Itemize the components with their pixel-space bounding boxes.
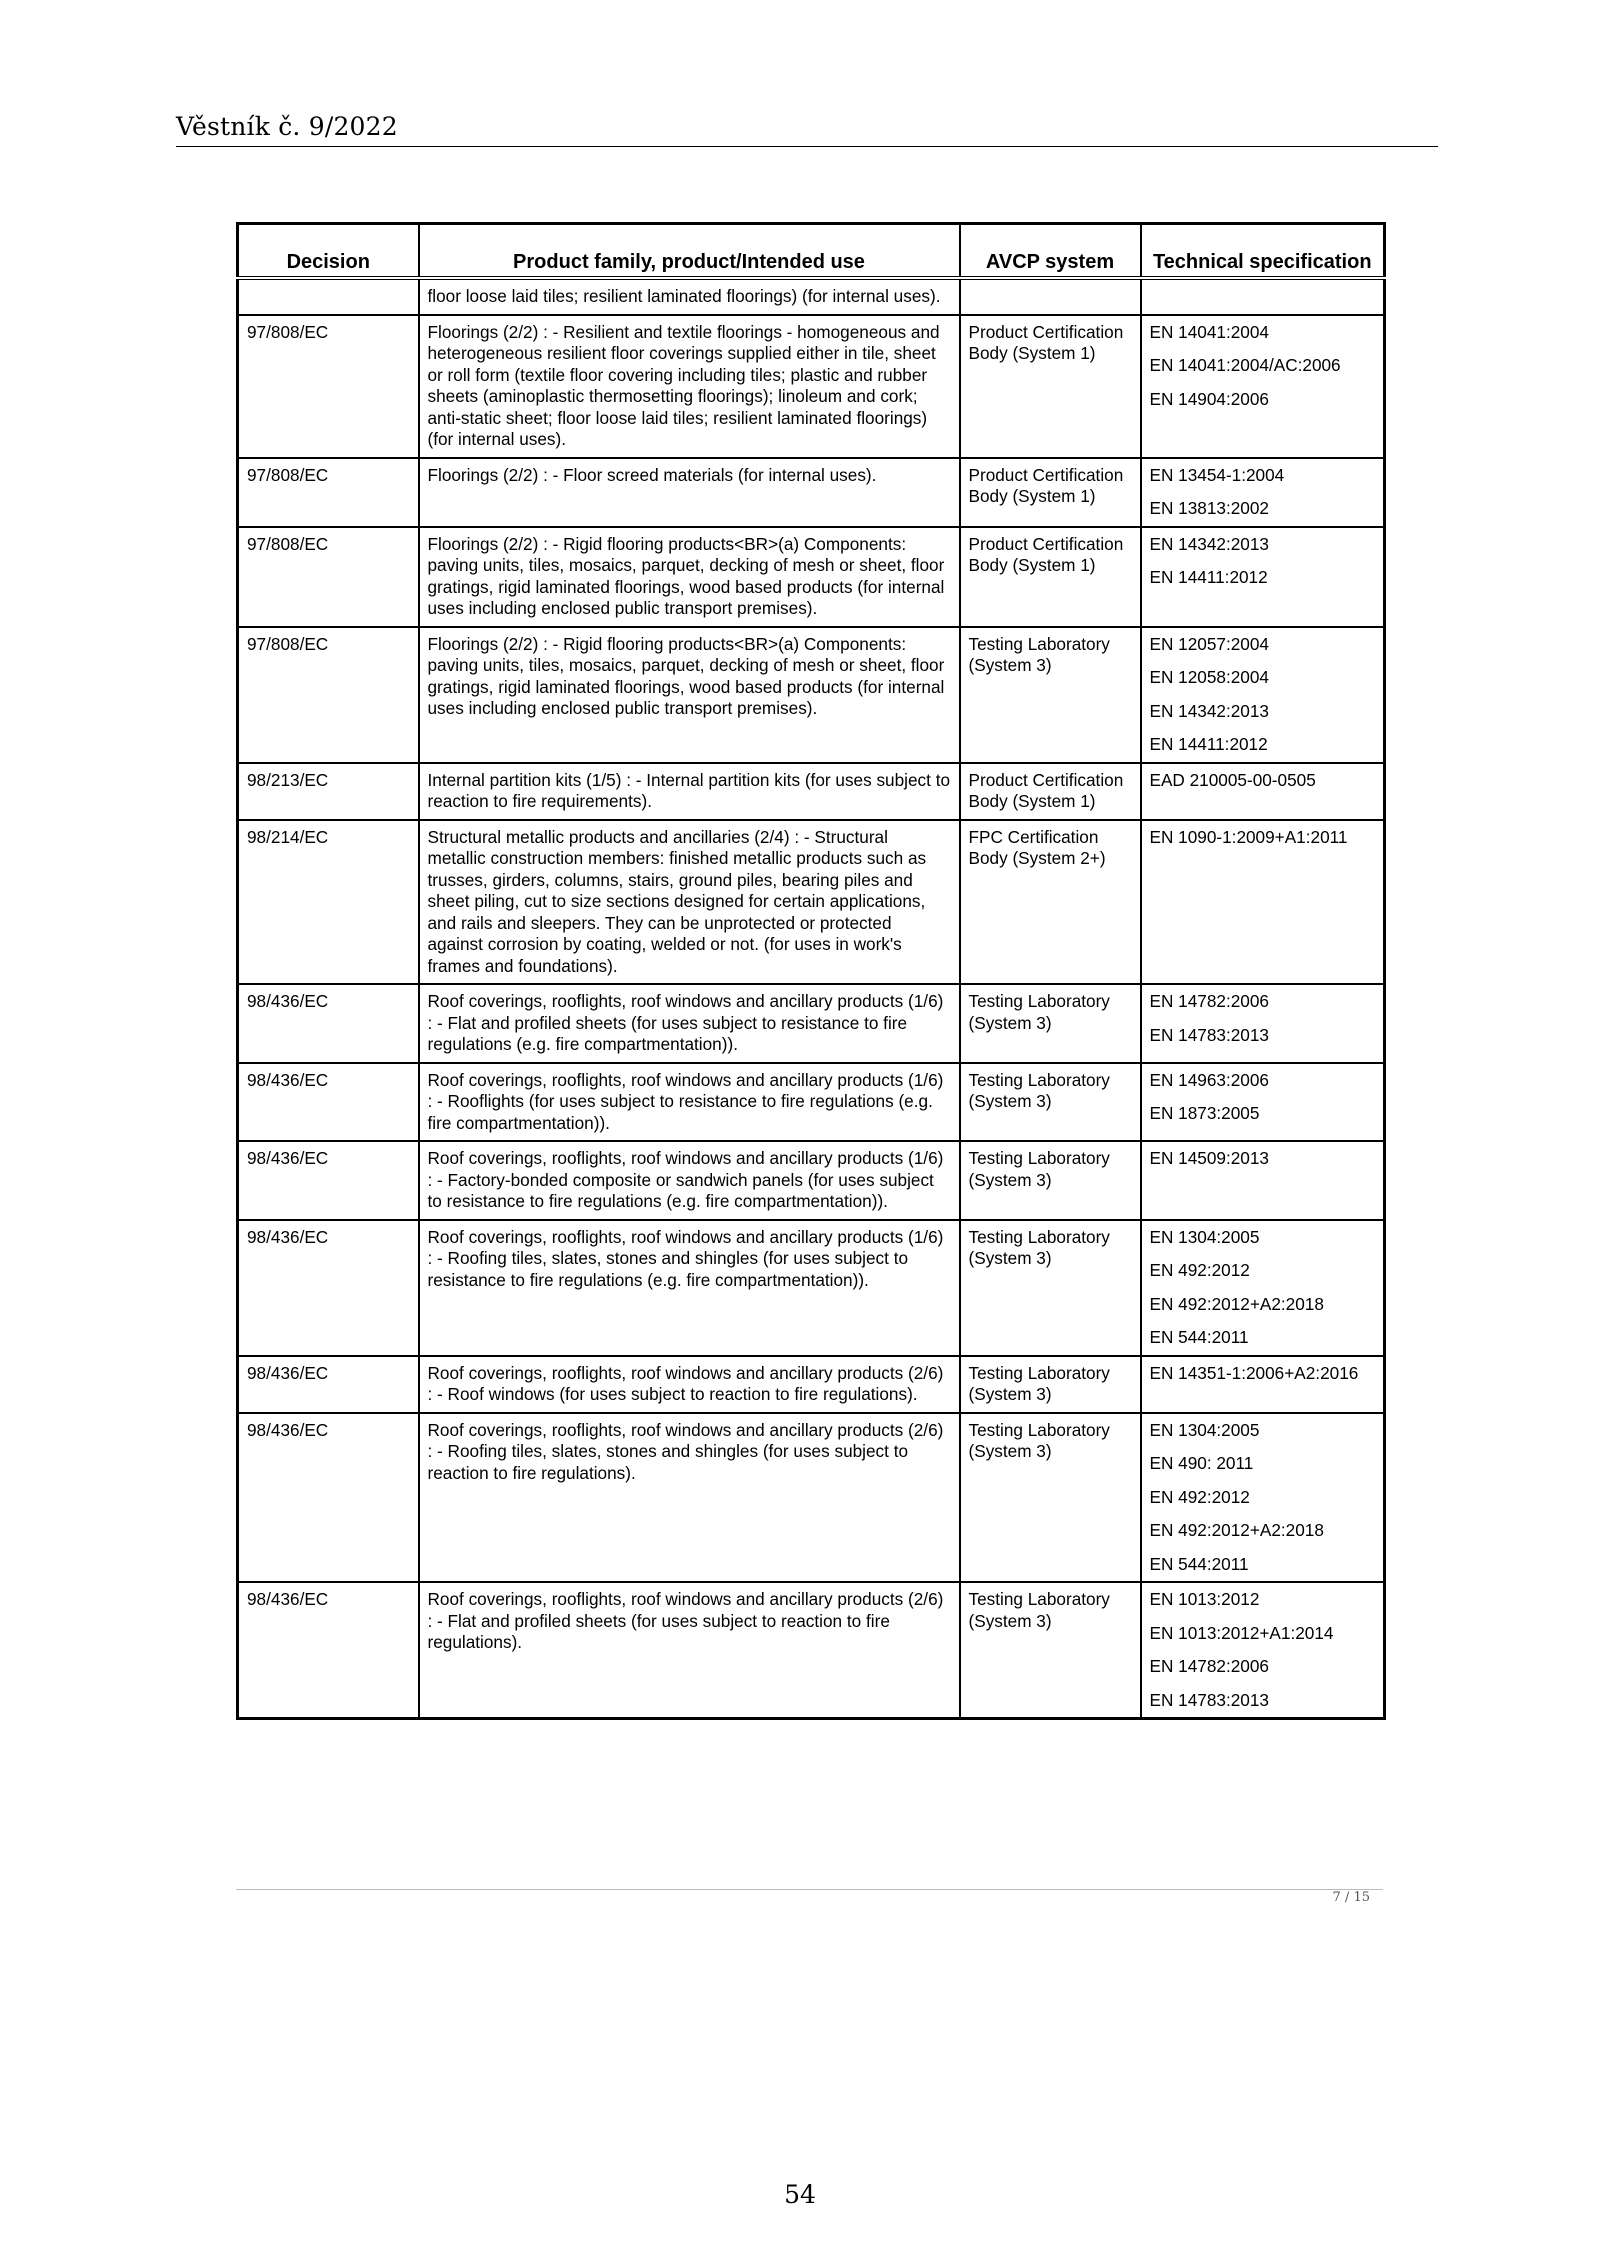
table-row <box>238 984 1385 1063</box>
avcp-cell <box>960 278 1141 315</box>
column-header-avcp: AVCP system <box>960 224 1141 279</box>
spec-item: EN 492:2012 <box>1149 1260 1250 1280</box>
table-body <box>238 278 1385 1719</box>
spec-item: EN 14963:2006 <box>1149 1069 1269 1090</box>
table-row <box>238 1582 1385 1719</box>
spec-item: EN 14342:2013 <box>1149 533 1269 554</box>
column-header-product: Product family, product/Intended use <box>419 224 960 279</box>
product-cell: Roof coverings, rooflights, roof windows and ancillary products (1/6) : - Roofing tiles, slates, stones and shingles (for uses subject to resistance to fire regulations (e.g. fire compartmentation)). <box>419 1220 960 1356</box>
decision-cell: 98/436/EC <box>238 1220 419 1356</box>
spec-item: EN 14411:2012 <box>1149 567 1268 587</box>
product-cell: Structural metallic products and ancillaries (2/4) : - Structural metallic construction members: finished metallic products such as trusses, girders, columns, stairs, ground piles, bearing piles and sheet piling, cut to size sections designed for certain applications, and rails and sleepers. They can be unprotected or protected against corrosion by coating, welded or not. (for uses in work's frames and foundations). <box>419 820 960 985</box>
avcp-cell: Testing Laboratory (System 3) <box>960 1141 1141 1220</box>
product-cell: Roof coverings, rooflights, roof windows and ancillary products (1/6) : - Rooflights (for uses subject to resistance to fire regulations (e.g. fire compartmentation)). <box>419 1063 960 1142</box>
decision-cell: 98/213/EC <box>238 763 419 820</box>
decision-cell: 97/808/EC <box>238 527 419 627</box>
spec-item: EN 13813:2002 <box>1149 498 1269 518</box>
avcp-cell: Testing Laboratory (System 3) <box>960 1582 1141 1719</box>
spec-item: EN 14782:2006 <box>1149 991 1269 1011</box>
spec-item: EN 14904:2006 <box>1149 388 1269 409</box>
technical-spec-cell <box>1141 315 1385 458</box>
spec-item: EN 14783:2013 <box>1149 1024 1269 1045</box>
decision-cell: 98/436/EC <box>238 1356 419 1413</box>
technical-spec-cell <box>1141 1220 1385 1356</box>
technical-spec-cell <box>1141 1063 1385 1142</box>
table-header-row <box>238 224 1385 279</box>
publication-title: Věstník č. 9/2022 <box>176 112 398 141</box>
spec-item: EN 1873:2005 <box>1149 1103 1260 1123</box>
technical-spec-cell <box>1141 763 1385 820</box>
spec-item: EN 12057:2004 <box>1149 633 1269 654</box>
avcp-cell: Product Certification Body (System 1) <box>960 458 1141 527</box>
product-cell: Floorings (2/2) : - Rigid flooring products<BR>(a) Components: paving units, tiles, mosaics, parquet, decking of mesh or sheet, floor gratings, rigid laminated floorings, wood based products (for internal uses including enclosed public transport premises). <box>419 627 960 763</box>
spec-item: EN 13454-1:2004 <box>1149 464 1285 485</box>
spec-item: EN 1013:2012 <box>1149 1589 1260 1609</box>
column-header-technical-spec: Technical specification <box>1141 224 1385 279</box>
table-row <box>238 458 1385 527</box>
spec-item: EAD 210005-00-0505 <box>1149 769 1316 790</box>
spec-item: EN 14041:2004/AC:2006 <box>1149 355 1341 375</box>
decision-cell: 98/436/EC <box>238 1063 419 1142</box>
spec-item: EN 14783:2013 <box>1149 1689 1269 1710</box>
avcp-cell: Testing Laboratory (System 3) <box>960 1356 1141 1413</box>
table-row <box>238 1413 1385 1583</box>
spec-item: EN 12058:2004 <box>1149 667 1269 687</box>
avcp-cell: Testing Laboratory (System 3) <box>960 984 1141 1063</box>
avcp-cell: FPC Certification Body (System 2+) <box>960 820 1141 985</box>
technical-spec-cell <box>1141 458 1385 527</box>
product-cell: Roof coverings, rooflights, roof windows and ancillary products (2/6) : - Flat and profiled sheets (for uses subject to reaction to fire regulations). <box>419 1582 960 1719</box>
spec-item: EN 14509:2013 <box>1149 1148 1269 1168</box>
avcp-cell: Testing Laboratory (System 3) <box>960 1413 1141 1583</box>
technical-spec-cell <box>1141 820 1385 985</box>
technical-spec-cell <box>1141 627 1385 763</box>
product-cell: Roof coverings, rooflights, roof windows and ancillary products (2/6) : - Roofing tiles, slates, stones and shingles (for uses subject to reaction to fire regulations). <box>419 1413 960 1583</box>
table-row <box>238 278 1385 315</box>
spec-item: EN 14342:2013 <box>1149 700 1269 721</box>
product-cell: floor loose laid tiles; resilient laminated floorings) (for internal uses). <box>419 278 960 315</box>
table-row <box>238 820 1385 985</box>
avcp-cell: Product Certification Body (System 1) <box>960 763 1141 820</box>
spec-item: EN 14041:2004 <box>1149 321 1269 342</box>
spec-item: EN 1304:2005 <box>1149 1226 1260 1247</box>
decision-cell: 98/436/EC <box>238 1141 419 1220</box>
table-row <box>238 763 1385 820</box>
spec-item: EN 1304:2005 <box>1149 1419 1260 1440</box>
spec-item: EN 492:2012+A2:2018 <box>1149 1293 1324 1314</box>
decision-cell: 98/436/EC <box>238 1582 419 1719</box>
product-cell: Internal partition kits (1/5) : - Internal partition kits (for uses subject to reaction to fire requirements). <box>419 763 960 820</box>
decision-cell: 98/436/EC <box>238 1413 419 1583</box>
product-cell: Roof coverings, rooflights, roof windows and ancillary products (1/6) : - Factory-bonded composite or sandwich panels (for uses subject to resistance to fire regulations (e.g. fire compartmentation)). <box>419 1141 960 1220</box>
product-cell: Floorings (2/2) : - Rigid flooring products<BR>(a) Components: paving units, tiles, mosaics, parquet, decking of mesh or sheet, floor gratings, rigid laminated floorings, wood based products (for internal uses including enclosed public transport premises). <box>419 527 960 627</box>
product-cell: Floorings (2/2) : - Floor screed materials (for internal uses). <box>419 458 960 527</box>
table-row <box>238 1063 1385 1142</box>
technical-spec-cell <box>1141 1356 1385 1413</box>
spec-item: EN 1013:2012+A1:2014 <box>1149 1622 1334 1643</box>
technical-spec-cell <box>1141 1413 1385 1583</box>
product-cell: Roof coverings, rooflights, roof windows and ancillary products (2/6) : - Roof windows (for uses subject to reaction to fire regulations). <box>419 1356 960 1413</box>
spec-item: EN 492:2012+A2:2018 <box>1149 1520 1324 1540</box>
table-row <box>238 1220 1385 1356</box>
product-cell: Floorings (2/2) : - Resilient and textile floorings - homogeneous and heterogeneous resilient floor coverings supplied either in tile, sheet or roll form (textile floor covering including tiles; plastic and rubber sheets (aminoplastic thermosetting floorings); linoleum and cork; anti-static sheet; floor loose laid tiles; resilient laminated floorings) (for internal uses). <box>419 315 960 458</box>
decision-cell: 97/808/EC <box>238 627 419 763</box>
column-header-decision: Decision <box>238 224 419 279</box>
decisions-table-container <box>236 222 1383 1720</box>
spec-item: EN 492:2012 <box>1149 1486 1250 1507</box>
table-row <box>238 1141 1385 1220</box>
technical-spec-cell <box>1141 1582 1385 1719</box>
spec-item: EN 1090-1:2009+A1:2011 <box>1149 826 1348 847</box>
table-row <box>238 627 1385 763</box>
table-row <box>238 527 1385 627</box>
avcp-cell: Testing Laboratory (System 3) <box>960 1063 1141 1142</box>
spec-item: EN 544:2011 <box>1149 1553 1249 1574</box>
spec-item: EN 14782:2006 <box>1149 1656 1269 1676</box>
avcp-cell: Testing Laboratory (System 3) <box>960 1220 1141 1356</box>
decision-cell <box>238 278 419 315</box>
spec-item: EN 14411:2012 <box>1149 734 1268 754</box>
decision-cell: 97/808/EC <box>238 458 419 527</box>
technical-spec-cell <box>1141 1141 1385 1220</box>
technical-spec-cell <box>1141 984 1385 1063</box>
spec-item: EN 544:2011 <box>1149 1327 1249 1347</box>
technical-spec-cell <box>1141 278 1385 315</box>
header-divider <box>176 146 1438 147</box>
page-counter: 7 / 15 <box>1332 1890 1370 1905</box>
decisions-table <box>236 222 1386 1720</box>
product-cell: Roof coverings, rooflights, roof windows and ancillary products (1/6) : - Flat and profiled sheets (for uses subject to resistance to fire regulations (e.g. fire compartmentation)). <box>419 984 960 1063</box>
table-row <box>238 315 1385 458</box>
spec-item: EN 14351-1:2006+A2:2016 <box>1149 1362 1359 1383</box>
avcp-cell: Product Certification Body (System 1) <box>960 315 1141 458</box>
avcp-cell: Testing Laboratory (System 3) <box>960 627 1141 763</box>
avcp-cell: Product Certification Body (System 1) <box>960 527 1141 627</box>
page-number: 54 <box>784 2180 816 2209</box>
decision-cell: 98/436/EC <box>238 984 419 1063</box>
footer-divider <box>236 1889 1383 1890</box>
decision-cell: 97/808/EC <box>238 315 419 458</box>
technical-spec-cell <box>1141 527 1385 627</box>
table-row <box>238 1356 1385 1413</box>
spec-item: EN 490: 2011 <box>1149 1453 1254 1473</box>
decision-cell: 98/214/EC <box>238 820 419 985</box>
